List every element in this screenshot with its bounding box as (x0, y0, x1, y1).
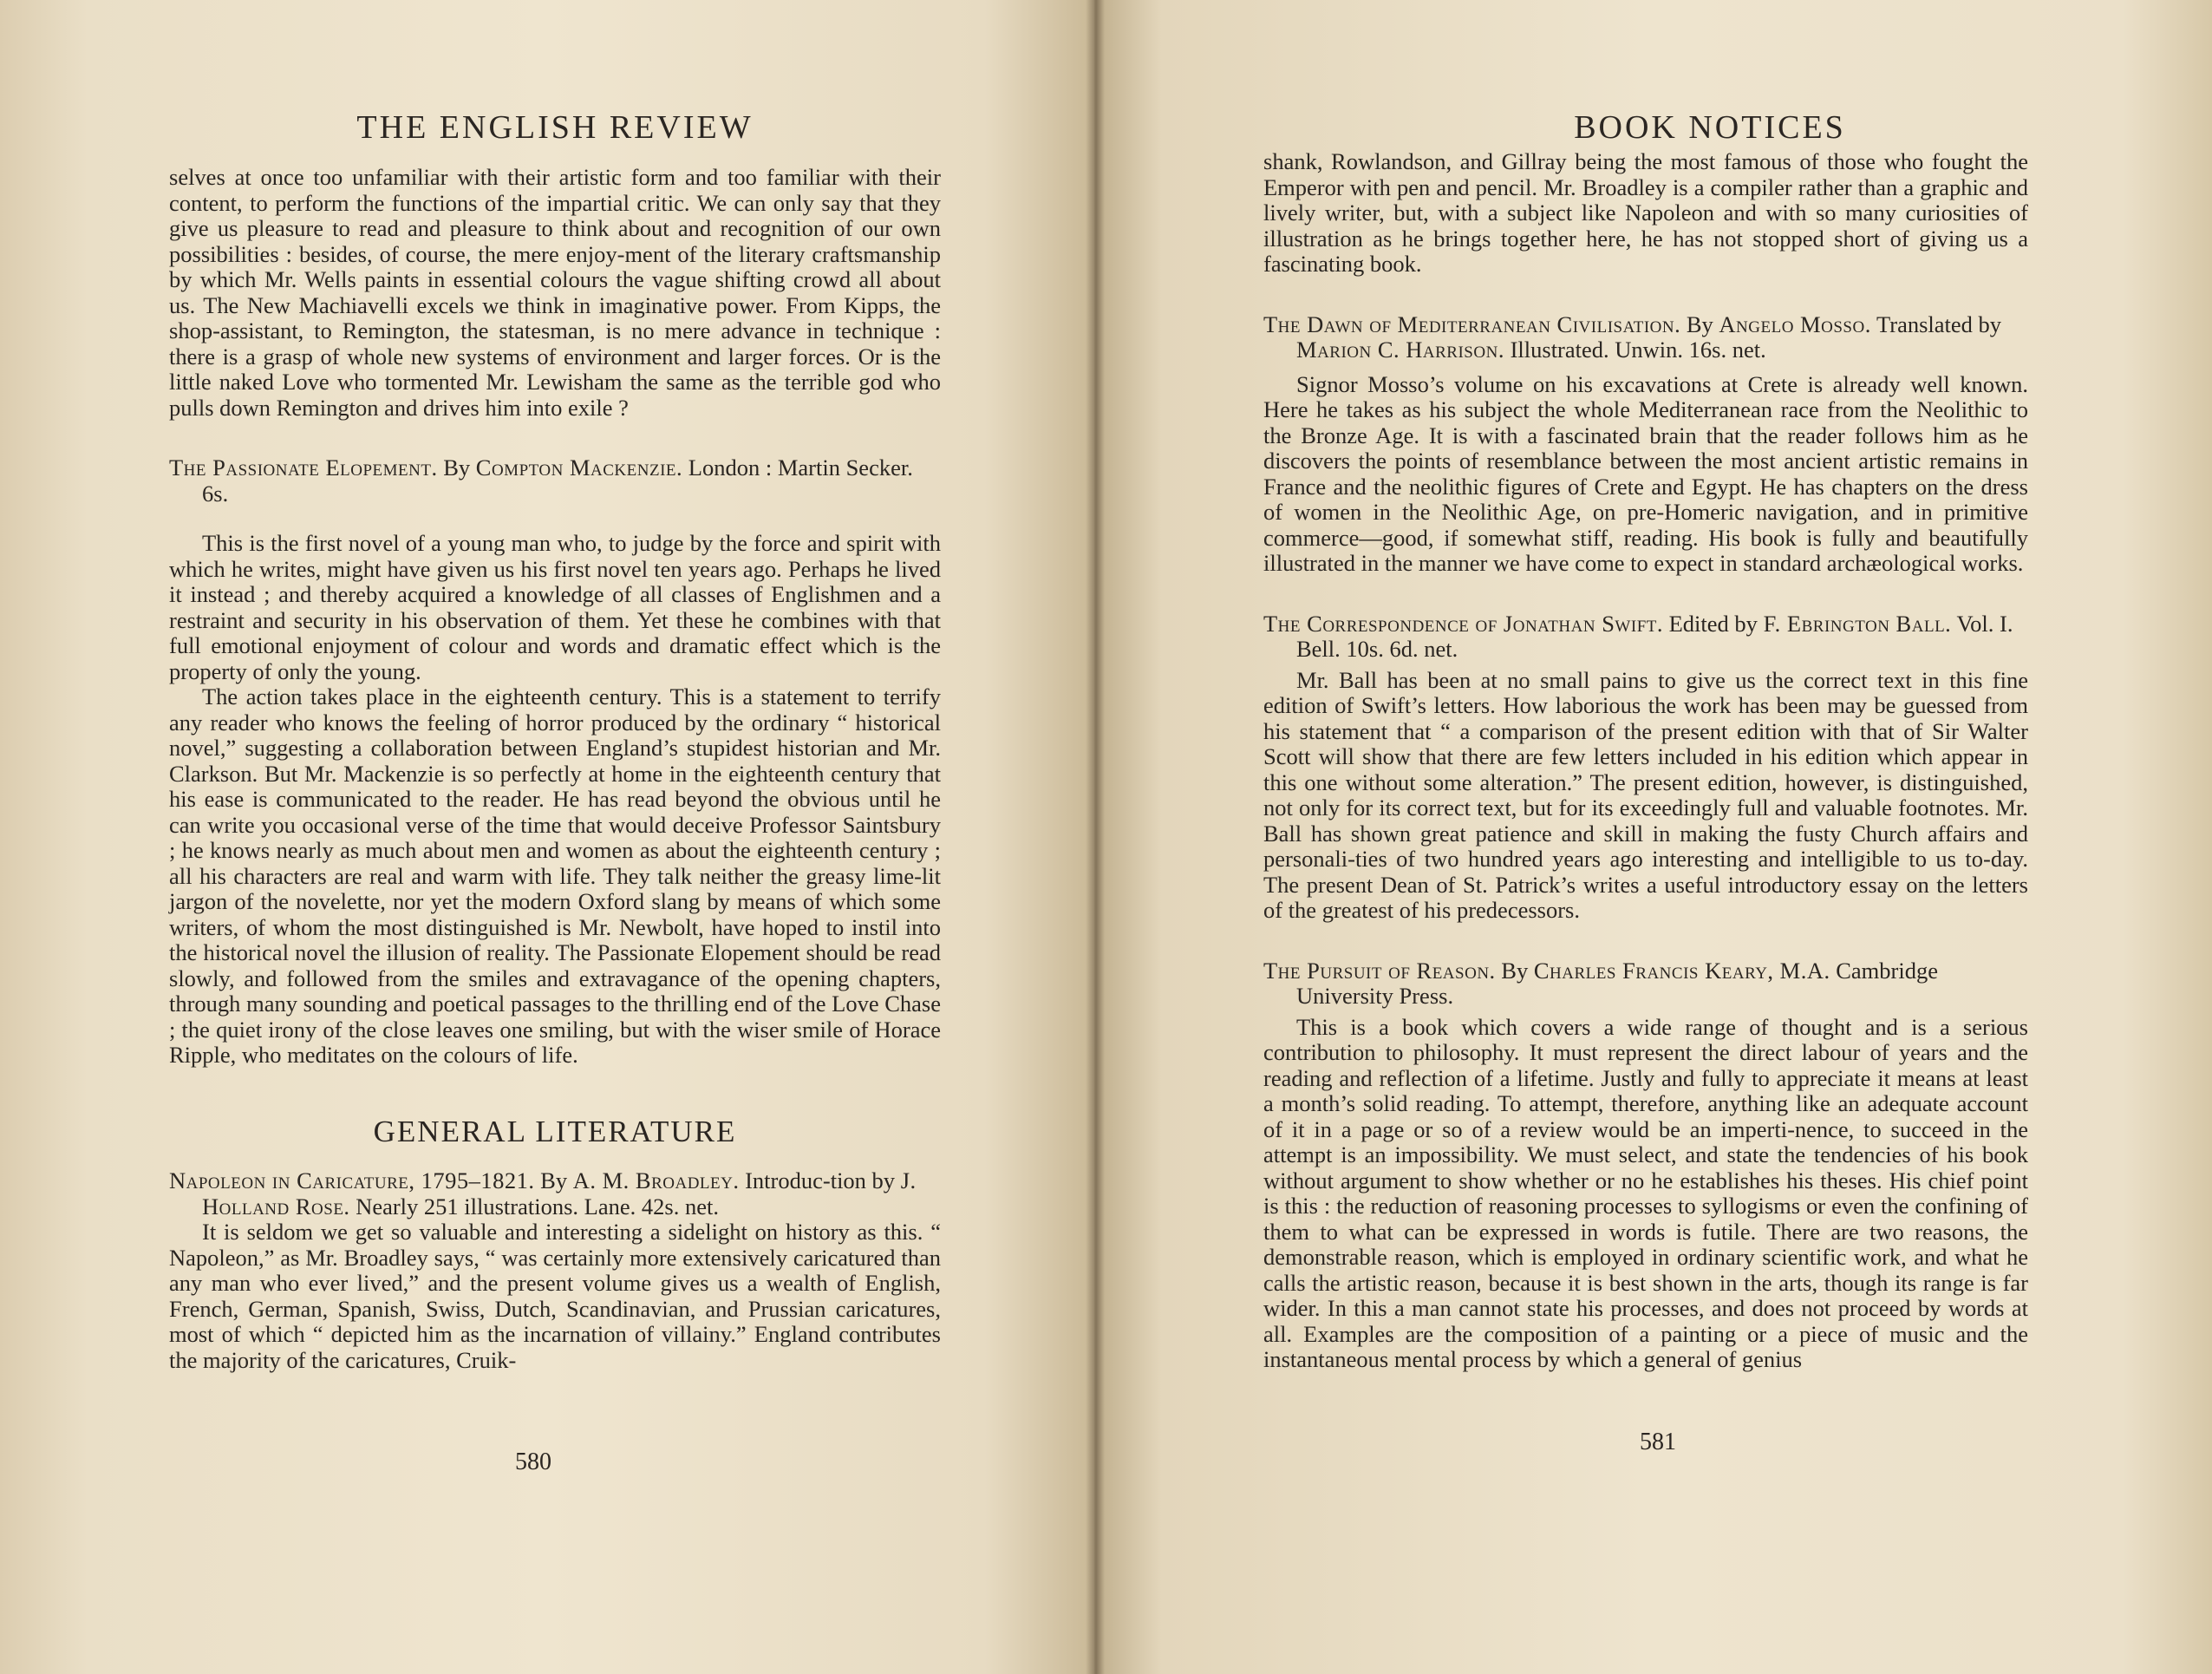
review-heading-pursuit-of-reason (1263, 958, 2028, 1010)
review-paragraph: Mr. Ball has been at no small pains to give us the correct text in this fine edition of Swift’s letters. How laborious the work has been may be guessed from his statement that “ a comparison of the present edition with that of Sir Walter Scott will show that there are few letters included in his edition which appear in this one without some alteration.” The present edition, however, is distinguished, not only for its correct text, but for its exceedingly full and valuable footnotes. Mr. Ball has shown great patience and skill in making the fusty Church affairs and personali-ties of two hundred years ago interesting and intelligible to us to-day. The present Dean of St. Patrick’s writes a useful introductory essay on the letters of the greatest of his predecessors. (1263, 666, 2028, 923)
continuation-text-left: selves at once too unfamiliar with their artistic form and too familiar with their content, to perform the functions of the impartial critic. We can only say that they give us pleasure to read and pleasure to think about and recognition of our own possibilities : besides, of course, the mere enjoy-ment of the literary craftsmanship by which Mr. Wells paints in essential colours the vague shifting crowd all about us. The New Machiavelli excels we think in imaginative power. From Kipps, the shop-assistant, to Remington, the statesman, is no mere advance in technique : there is a grasp of whole new systems of environment and larger forces. Or is the little naked Love who tormented Mr. Lewisham the same as the terrible god who pulls down Remington and drives him into exile ? (169, 164, 941, 421)
review-editor: F. Ebrington Ball. (1763, 610, 1952, 637)
right-page (1094, 0, 2212, 1674)
review-details: Vol. I. Bell. 10s. 6d. net. (1296, 610, 2013, 662)
review-author: A. M. Broadley. (572, 1167, 740, 1193)
review-title: The Pursuit of Reason. (1263, 957, 1496, 984)
running-head-left: THE ENGLISH REVIEW (356, 109, 754, 146)
review-heading-swift (1263, 611, 2028, 663)
review-paragraph: It is seldom we get so valuable and interesting a sidelight on history as this. “ Napoleon,” as Mr. Broadley says, “ was certainly more extensively caricatured than any man who ever lived,” and the present volume gives us a wealth of English, French, German, Spanish, Swiss, Dutch, Scandinavian, and Prussian caricatures, most of which “ depicted him as the incarnation of villainy.” England contributes the majority of the caricatures, Cruik- (169, 1219, 941, 1373)
review-by: By (540, 1167, 568, 1193)
left-page (0, 0, 1094, 1674)
review-paragraph: The action takes place in the eighteenth century. This is a statement to terrify any reader who knows the feeling of horror produced by the ordinary “ historical novel,” suggesting a collaboration between England’s stupidest historian and Mr. Clarkson. But Mr. Mackenzie is so perfectly at home in the eighteenth century that his ease is communicated to the reader. He has read beyond the obvious until he can write you occasional verse of the time that would deceive Professor Saintsbury ; he knows nearly as much about men and women as about the eighteenth century ; all his characters are real and warm with life. They talk neither the greasy lime-lit jargon of the novelette, nor yet the modern Oxford slang by means of which some writers, of whom the most distinguished is Mr. Newbolt, have hoped to instil into the historical novel the illusion of reality. The Passionate Elopement should be read slowly, and followed from the smiles and extravagance of the opening chapters, through many sounding and poetical passages to the thrilling end of the Love Chase ; the quiet irony of the close leaves one smiling, but with the wiser smile of Horace Ripple, who meditates on the colours of life. (169, 683, 941, 1068)
book-gutter (1086, 0, 1105, 1674)
left-page-text (169, 165, 941, 1373)
continuation-text-right: shank, Rowlandson, and Gillray being the most famous of those who fought the Emperor with pen and pencil. Mr. Broadley is a compiler rather than a graphic and lively writer, but, with a subject like Napoleon and with so many curiosities of illustration as he brings together here, he has not stopped short of giving us a fascinating book. (1263, 148, 2028, 277)
review-details: Nearly 251 illustrations. Lane. 42s. net. (356, 1193, 719, 1220)
review-paragraph: This is the first novel of a young man who, to judge by the force and spirit with which he writes, might have given us his first novel ten years ago. Perhaps he lived it instead ; and thereby acquired a knowledge of all classes of Englishmen and a restraint and security in his observation of them. Yet these he combines with that full emotional enjoyment of colour and words and dramatic effect which is the property of only the young. (169, 530, 941, 684)
right-page-text (1263, 149, 2028, 1373)
review-author: Angelo Mosso. (1719, 311, 1871, 337)
review-heading-passionate-elopement (169, 455, 941, 507)
review-by: By (443, 454, 471, 481)
review-details: Cambridge University Press. (1296, 957, 1938, 1009)
section-title-general-literature: GENERAL LITERATURE (373, 1114, 737, 1148)
review-details: Translated by (1876, 311, 2002, 337)
review-title: The Correspondence of Jonathan Swift. (1263, 610, 1663, 637)
review-details: Illustrated. Unwin. 16s. net. (1510, 337, 1766, 363)
review-translator: Marion C. Harrison. (1296, 337, 1504, 363)
page-number-right: 581 (1640, 1429, 1676, 1455)
review-title: Napoleon in Caricature, 1795–1821. (169, 1167, 535, 1193)
review-heading-napoleon (169, 1168, 941, 1220)
review-by: By (1686, 311, 1713, 337)
review-author: Compton Mackenzie. (475, 454, 683, 481)
review-paragraph: Signor Mosso’s volume on his excavations at Crete is already well known. Here he takes as his subject the whole Mediterranean race from the Neolithic to the Bronze Age. It is with a fascinated brain that the reader follows him as he discovers the points of resemblance between the most ancient artistic remains in France and the neolithic figures of Crete and Egypt. He has chapters on the dress of women in the Neolithic Age, on pre-Homeric navigation, and in primitive commerce—good, if somewhat stiff, reading. His book is fully and beautifully illustrated in the manner we have come to expect in standard archæological works. (1263, 370, 2028, 576)
review-details: Introduc-tion by (745, 1167, 896, 1193)
running-head-right: BOOK NOTICES (1574, 109, 1846, 146)
review-details: London : Martin Secker. 6s. (202, 454, 913, 507)
page-number-left: 580 (515, 1448, 551, 1475)
review-title: The Passionate Elopement. (169, 454, 438, 481)
review-paragraph: This is a book which covers a wide range of thought and is a serious contribution to philosophy. It must represent the direct labour of years and the reading and reflection of a lifetime. Justly and fully to appreciate it means at least a month’s solid reading. To attempt, therefore, anything like an adequate account of it in a page or so of a review would be an imperti-nence, to succeed in the attempt is an impossibility. We must select, and state the tendencies of his book without argument to show whether or no he establishes his theses. His chief point is this : the reduction of reasoning processes to syllogisms or even the confining of them to what can be expressed in words is futile. There are two reasons, the demonstrable reason, which is employed in ordinary scientific work, and what he calls the artistic reason, because it is best shown in the arts, though its range is far wider. In this a man cannot state his processes, and does not proceed by words at all. Examples are the composition of a painting or a piece of music and the instantaneous mental process by which a general of genius (1263, 1013, 2028, 1372)
review-edited-by: Edited by (1668, 610, 1758, 637)
review-author: Charles Francis Keary, M.A. (1533, 957, 1830, 984)
review-title: The Dawn of Mediterranean Civilisation. (1263, 311, 1681, 337)
review-heading-mediterranean (1263, 312, 2028, 363)
review-by: By (1501, 957, 1529, 984)
review-editor: J. Holland Rose. (202, 1167, 917, 1220)
